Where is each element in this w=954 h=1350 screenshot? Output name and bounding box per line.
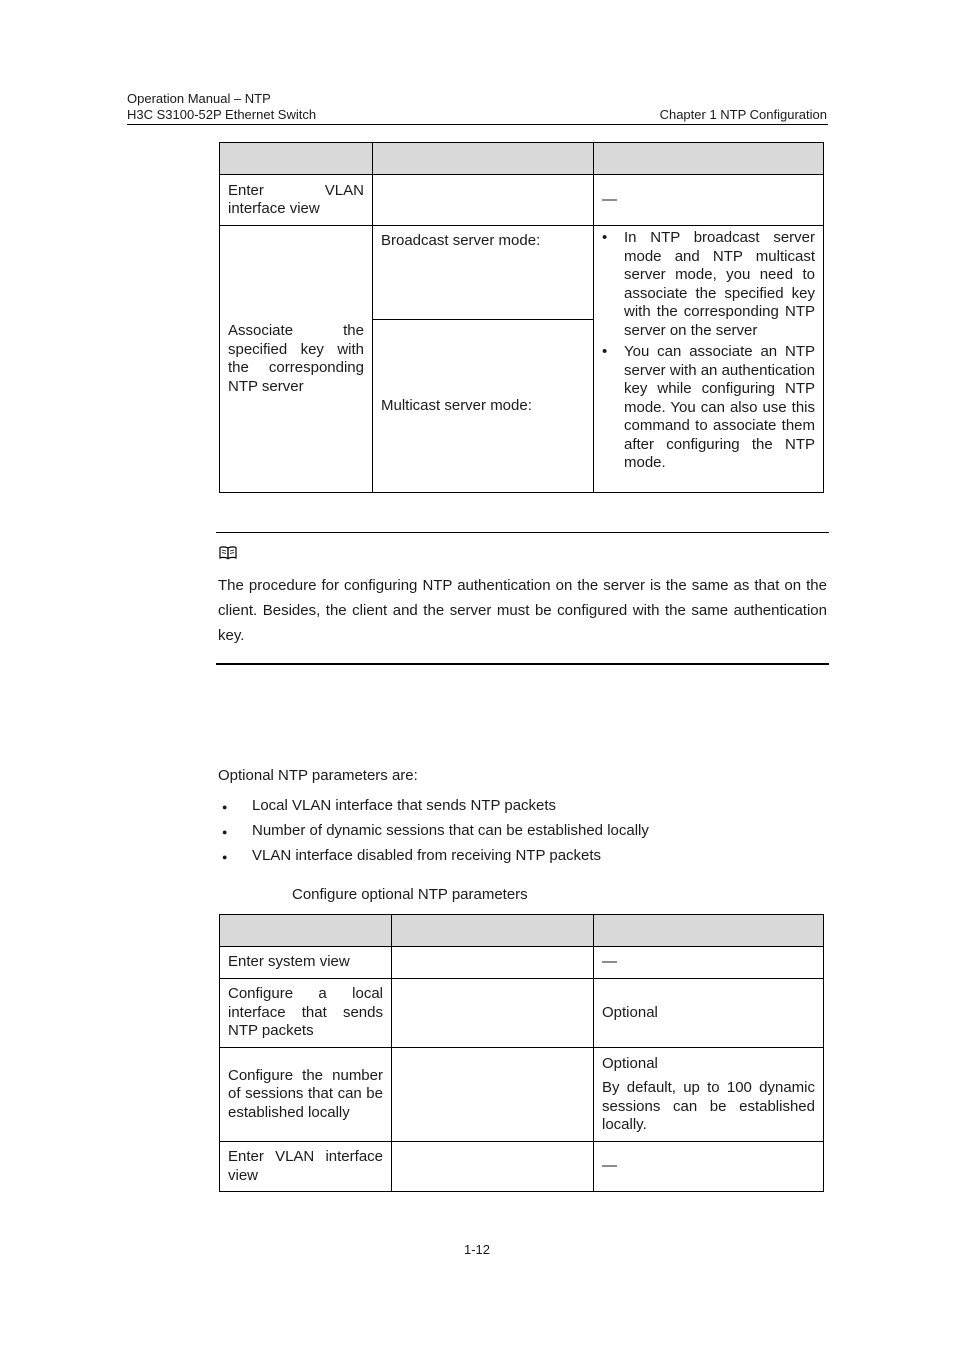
header-cell-operation bbox=[220, 915, 392, 947]
command-cell bbox=[392, 947, 594, 979]
table-row bbox=[220, 1048, 824, 1142]
table-row bbox=[220, 226, 824, 320]
table-header-row bbox=[220, 143, 824, 175]
table-caption: Configure optional NTP parameters bbox=[292, 886, 528, 903]
product-name: H3C S3100-52P Ethernet Switch bbox=[127, 107, 317, 122]
list-item: ● Local VLAN interface that sends NTP packets bbox=[218, 797, 649, 822]
page-number: 1-12 bbox=[463, 1242, 491, 1257]
operation-cell: Enter VLAN interface view bbox=[220, 1142, 392, 1192]
remarks-cell: — bbox=[594, 947, 824, 979]
remarks-cell bbox=[594, 1048, 824, 1142]
table-row bbox=[220, 947, 824, 979]
note-text: The procedure for configuring NTP authentication on the server is the same as that on the client. Besides, the client and the server must be configured with the same authentication key. bbox=[218, 577, 827, 644]
multicast-mode-cell: Multicast server mode: bbox=[373, 320, 594, 493]
command-cell bbox=[392, 1048, 594, 1142]
operation-cell: Enter VLAN interface view bbox=[220, 175, 373, 226]
note-top-rule bbox=[216, 532, 829, 533]
command-cell bbox=[392, 979, 594, 1048]
header-cell-operation bbox=[220, 143, 373, 175]
parameter-bullet-list bbox=[218, 797, 649, 872]
manual-title: Operation Manual – NTP bbox=[127, 91, 271, 106]
book-icon bbox=[219, 545, 237, 560]
header-cell-command bbox=[373, 143, 594, 175]
table-header-row bbox=[220, 915, 824, 947]
table-row bbox=[220, 175, 824, 226]
operation-cell: Configure a local interface that sends NTP packets bbox=[220, 979, 392, 1048]
optional-parameters-table bbox=[219, 914, 824, 1192]
table-row bbox=[220, 1142, 824, 1192]
remarks-cell: — bbox=[594, 175, 824, 226]
table-row bbox=[220, 979, 824, 1048]
operation-cell: Configure the number of sessions that can be established locally bbox=[220, 1048, 392, 1142]
list-item: ● VLAN interface disabled from receiving NTP packets bbox=[218, 847, 649, 872]
header-cell-remarks bbox=[594, 143, 824, 175]
header-rule bbox=[127, 124, 828, 125]
list-item: ● Number of dynamic sessions that can be established locally bbox=[218, 822, 649, 847]
command-cell bbox=[392, 1142, 594, 1192]
note-bottom-rule bbox=[216, 663, 829, 665]
remarks-optional-label: Optional bbox=[602, 1054, 658, 1072]
remarks-cell: — bbox=[594, 1142, 824, 1192]
list-item: • You can associate an NTP server with an authentication key while configuring NTP mode. You can also use this command to associate them after configuring the NTP mode. bbox=[602, 343, 815, 473]
operation-cell: Associate the specified key with the corresponding NTP server bbox=[220, 226, 373, 493]
remarks-cell bbox=[594, 226, 824, 493]
broadcast-mode-cell: Broadcast server mode: bbox=[373, 226, 594, 320]
remarks-detail: By default, up to 100 dynamic sessions can be established locally. bbox=[602, 1079, 815, 1133]
remarks-note-list bbox=[602, 229, 815, 473]
header-cell-remarks bbox=[594, 915, 824, 947]
list-item: • In NTP broadcast server mode and NTP multicast server mode, you need to associate the specified key with the corresponding NTP server on the server bbox=[602, 229, 815, 340]
remarks-cell: Optional bbox=[594, 979, 824, 1048]
command-cell bbox=[373, 175, 594, 226]
header-cell-command bbox=[392, 915, 594, 947]
operation-cell: Enter system view bbox=[220, 947, 392, 979]
section-intro: Optional NTP parameters are: bbox=[218, 767, 418, 784]
chapter-title: Chapter 1 NTP Configuration bbox=[659, 107, 827, 122]
key-association-table bbox=[219, 142, 824, 493]
